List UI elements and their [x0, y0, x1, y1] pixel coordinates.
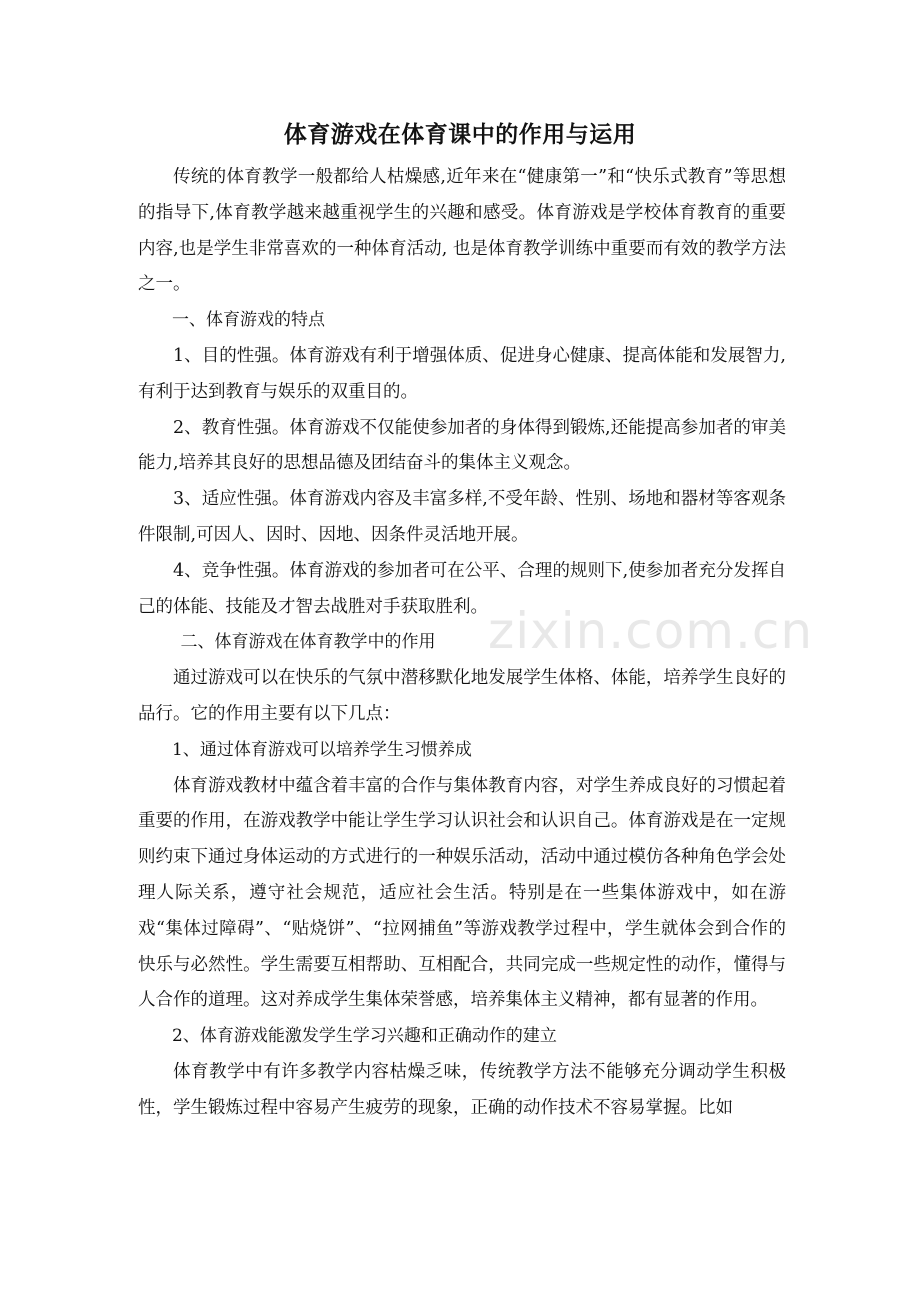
- section2-sub1-heading: 1、通过体育游戏可以培养学生习惯养成: [172, 739, 472, 760]
- section1-item-2: 2、教育性强。体育游戏不仅能使参加者的身体得到锻炼,还能提高参加者的审美能力,培养其良好的思想品德及团结奋斗的集体主义观念。: [138, 417, 786, 474]
- intro-paragraph: 传统的体育教学一般都给人枯燥感,近年来在“健康第一”和“快乐式教育”等思想的指导下,体育教学越来越重视学生的兴趣和感受。体育游戏是学校体育教育的重要内容,也是学生非常喜欢的一种体育活动, 也是体育教学训练中重要而有效的教学方法之一。: [138, 167, 786, 295]
- section2-intro: 通过游戏可以在快乐的气氛中潜移默化地发展学生体格、体能，培养学生良好的品行。它的作用主要有以下几点：: [138, 668, 786, 724]
- document-title: 体育游戏在体育课中的作用与运用: [283, 122, 637, 148]
- section1-heading: 一、体育游戏的特点: [172, 310, 325, 331]
- section2-sub2-heading: 2、体育游戏能激发学生学习兴趣和正确动作的建立: [172, 1026, 557, 1047]
- document-body: [138, 160, 786, 1127]
- section1-item-4: 4、竞争性强。体育游戏的参加者可在公平、合理的规则下,使参加者充分发挥自己的体能、技能及才智去战胜对手获取胜利。: [138, 560, 786, 617]
- section1-item-3: 3、适应性强。体育游戏内容及丰富多样,不受年龄、性别、场地和器材等客观条件限制,可因人、因时、因地、因条件灵活地开展。: [138, 489, 786, 545]
- section1-item-1: 1、目的性强。体育游戏有利于增强体质、促进身心健康、提高体能和发展智力,有利于达到教育与娱乐的双重目的。: [138, 345, 786, 402]
- section2-sub1-text: 体育游戏教材中蕴含着丰富的合作与集体教育内容，对学生养成良好的习惯起着重要的作用，在游戏教学中能让学生学习认识社会和认识自己。体育游戏是在一定规则约束下通过身体运动的方式进行的一种娱乐活动，活动中通过模仿各种角色学会处理人际关系，遵守社会规范，适应社会生活。特别是在一些集体游戏中，如在游戏“集体过障碍”、“贴烧饼”、“拉网捕鱼”等游戏教学过程中，学生就体会到合作的快乐与必然性。学生需要互相帮助、互相配合，共同完成一些规定性的动作，懂得与人合作的道理。这对养成学生集体荣誉感，培养集体主义精神，都有显著的作用。: [138, 775, 786, 1011]
- site-watermark: zixin.com.cn: [488, 602, 814, 660]
- section2-sub2-text: 体育教学中有许多教学内容枯燥乏味，传统教学方法不能够充分调动学生积极性，学生锻炼过程中容易产生疲劳的现象，正确的动作技术不容易掌握。比如: [138, 1061, 786, 1118]
- section2-heading: 二、体育游戏在体育教学中的作用: [180, 632, 436, 653]
